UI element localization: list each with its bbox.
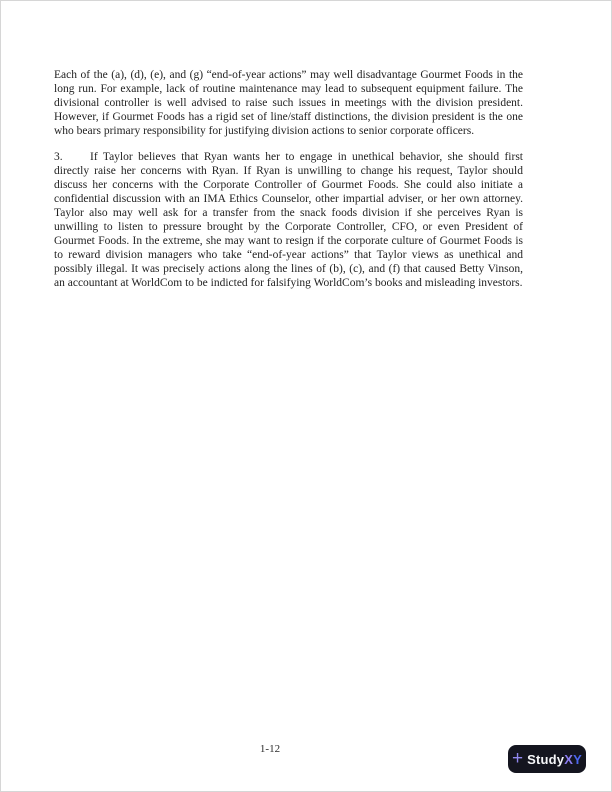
paragraph-answer-3 (54, 150, 523, 290)
page-body-text (54, 68, 523, 290)
paragraph-text: If Taylor believes that Ryan wants her to engage in unethical behavior, she should first directly raise her concerns with Ryan. If Ryan is unwilling to change his request, Taylor should discuss her concerns with the Corporate Controller of Gourmet Foods. She could also initiate a confidential discussion with an IMA Ethics Counselor, other impartial adviser, or her own attorney. Taylor also may well ask for a transfer from the snack foods division if she perceives Ryan is unwilling to listen to pressure brought by the Corporate Controller, CFO, or even President of Gourmet Foods. In the extreme, she may want to resign if the corporate culture of Gourmet Foods is to reward division managers who take “end-of-year actions” that Taylor views as unethical and possibly illegal. It was precisely actions along the lines of (b), (c), and (f) that caused Betty Vinson, an accountant at WorldCom to be indicted for falsifying WorldCom’s books and misleading investors. (54, 151, 523, 289)
paragraph-text: Each of the (a), (d), (e), and (g) “end-of-year actions” may well disadvantage Gourmet Foods in the long run. For example, lack of routine maintenance may lead to subsequent equipment failure. The divisional controller is well advised to raise such issues in meetings with the division president. However, if Gourmet Foods has a rigid set of line/staff distinctions, the division president is the one who bears primary responsibility for justifying division actions to senior corporate officers. (54, 69, 523, 137)
paragraph-end-of-year-actions (54, 68, 523, 138)
paragraph-number: 3. (54, 151, 63, 163)
plus-icon: + (512, 747, 524, 769)
brand-x-text: X (564, 751, 574, 767)
studyxy-wordmark (527, 753, 582, 766)
brand-study-text: Study (527, 751, 565, 767)
brand-y-text: Y (573, 751, 582, 767)
page-number: 1-12 (259, 743, 281, 755)
studyxy-logo (508, 745, 586, 773)
